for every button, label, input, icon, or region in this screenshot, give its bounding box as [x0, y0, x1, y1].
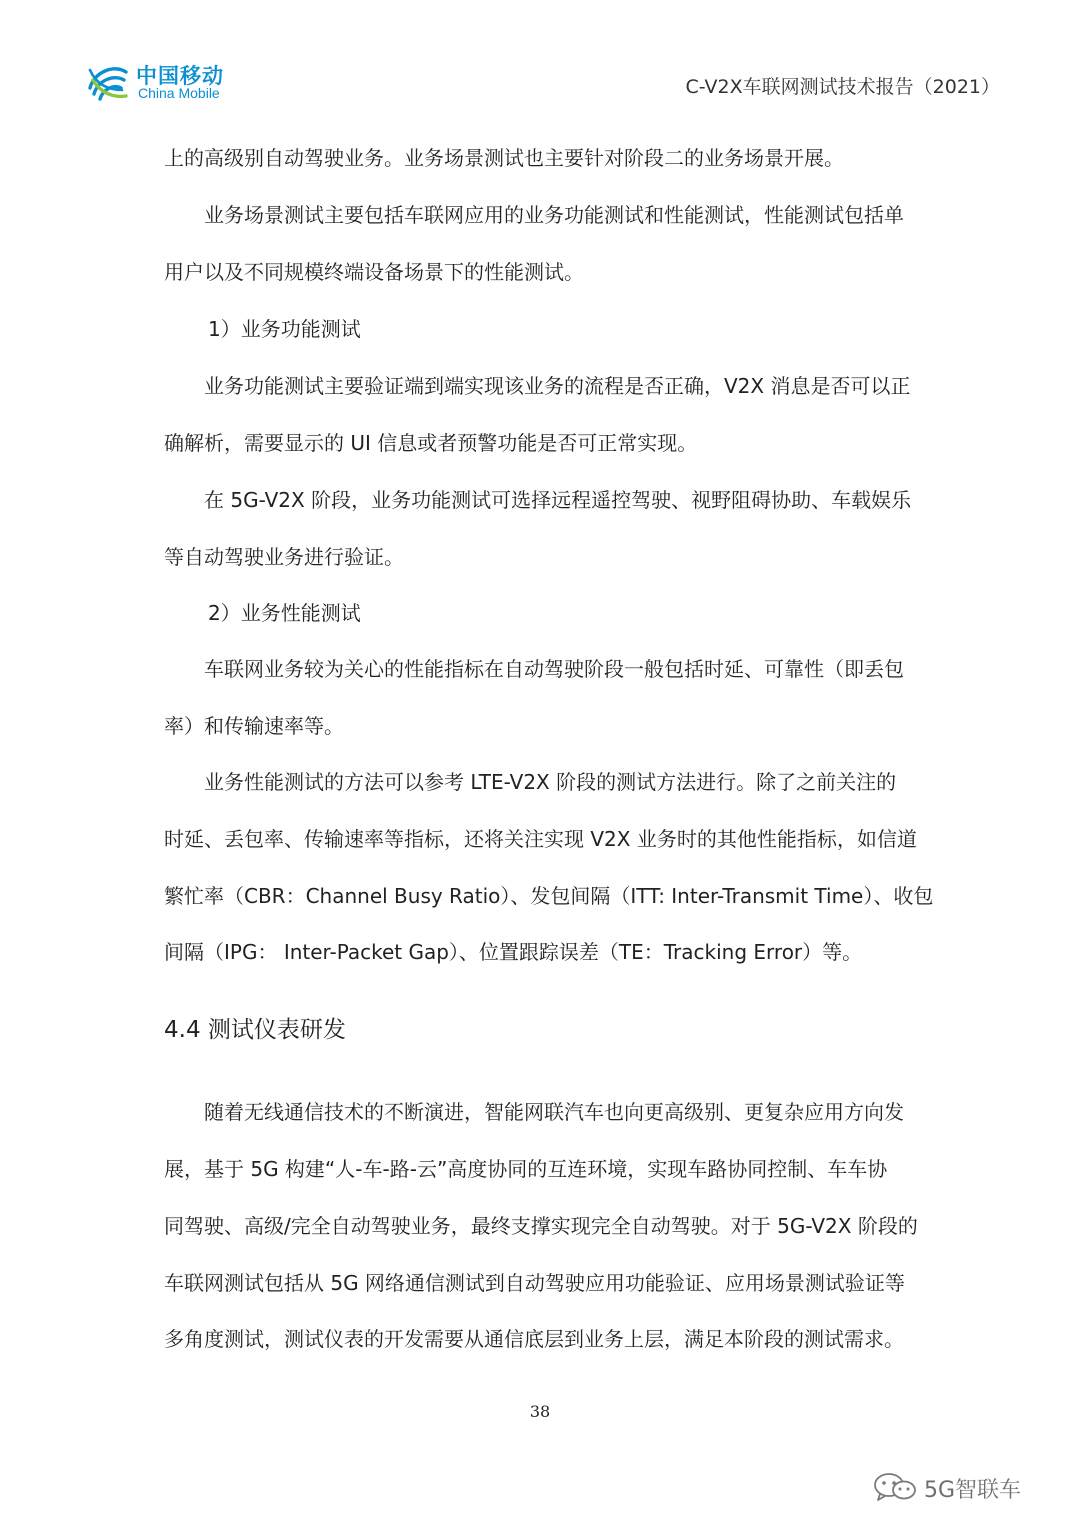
- paragraph-line: 多角度测试，测试仪表的开发需要从通信底层到业务上层，满足本阶段的测试需求。: [164, 1327, 904, 1351]
- paragraph-line: 确解析，需要显示的 UI 信息或者预警功能是否可正常实现。: [164, 431, 698, 455]
- watermark-text: 5G智联车: [924, 1478, 1022, 1503]
- wechat-icon: [872, 1472, 918, 1502]
- paragraph-line: 随着无线通信技术的不断演进，智能网联汽车也向更高级别、更复杂应用方向发: [204, 1100, 904, 1124]
- paragraph-line: 等自动驾驶业务进行验证。: [164, 545, 404, 569]
- logo-english-text: China Mobile: [138, 85, 220, 101]
- paragraph-line: 间隔（IPG： Inter-Packet Gap）、位置跟踪误差（TE：Tracking Error）等。: [164, 940, 863, 964]
- list-item-heading: 2）业务性能测试: [208, 601, 361, 625]
- paragraph-line: 用户以及不同规模终端设备场景下的性能测试。: [164, 260, 584, 284]
- china-mobile-logo: [84, 58, 234, 108]
- paragraph-line: 展，基于 5G 构建“人-车-路-云”高度协同的互连环境，实现车路协同控制、车车协: [164, 1157, 888, 1181]
- page-number: 38: [529, 1402, 551, 1421]
- paragraph-line: 在 5G-V2X 阶段，业务功能测试可选择远程遥控驾驶、视野阻碍协助、车载娱乐: [204, 488, 912, 512]
- section-heading: 4.4 测试仪表研发: [164, 1017, 346, 1043]
- paragraph-line: 业务场景测试主要包括车联网应用的业务功能测试和性能测试，性能测试包括单: [204, 203, 904, 227]
- paragraph-line: 业务功能测试主要验证端到端实现该业务的流程是否正确，V2X 消息是否可以正: [204, 374, 911, 398]
- paragraph-line: 率）和传输速率等。: [164, 714, 344, 738]
- paragraph-line: 上的高级别自动驾驶业务。业务场景测试也主要针对阶段二的业务场景开展。: [164, 146, 844, 170]
- china-mobile-logo-icon: [84, 58, 132, 106]
- paragraph-line: 同驾驶、高级/完全自动驾驶业务，最终支撑实现完全自动驾驶。对于 5G-V2X 阶段的: [164, 1214, 918, 1238]
- paragraph-line: 车联网业务较为关心的性能指标在自动驾驶阶段一般包括时延、可靠性（即丢包: [204, 657, 904, 681]
- paragraph-line: 业务性能测试的方法可以参考 LTE-V2X 阶段的测试方法进行。除了之前关注的: [204, 770, 897, 794]
- paragraph-line: 车联网测试包括从 5G 网络通信测试到自动驾驶应用功能验证、应用场景测试验证等: [164, 1271, 905, 1295]
- list-item-heading: 1）业务功能测试: [208, 317, 361, 341]
- paragraph-line: 繁忙率（CBR：Channel Busy Ratio）、发包间隔（ITT: Inter-Transmit Time）、收包: [164, 884, 934, 908]
- logo-chinese-text: 中国移动: [136, 64, 224, 88]
- paragraph-line: 时延、丢包率、传输速率等指标，还将关注实现 V2X 业务时的其他性能指标，如信道: [164, 827, 917, 851]
- report-title: C-V2X车联网测试技术报告（2021）: [685, 76, 1000, 98]
